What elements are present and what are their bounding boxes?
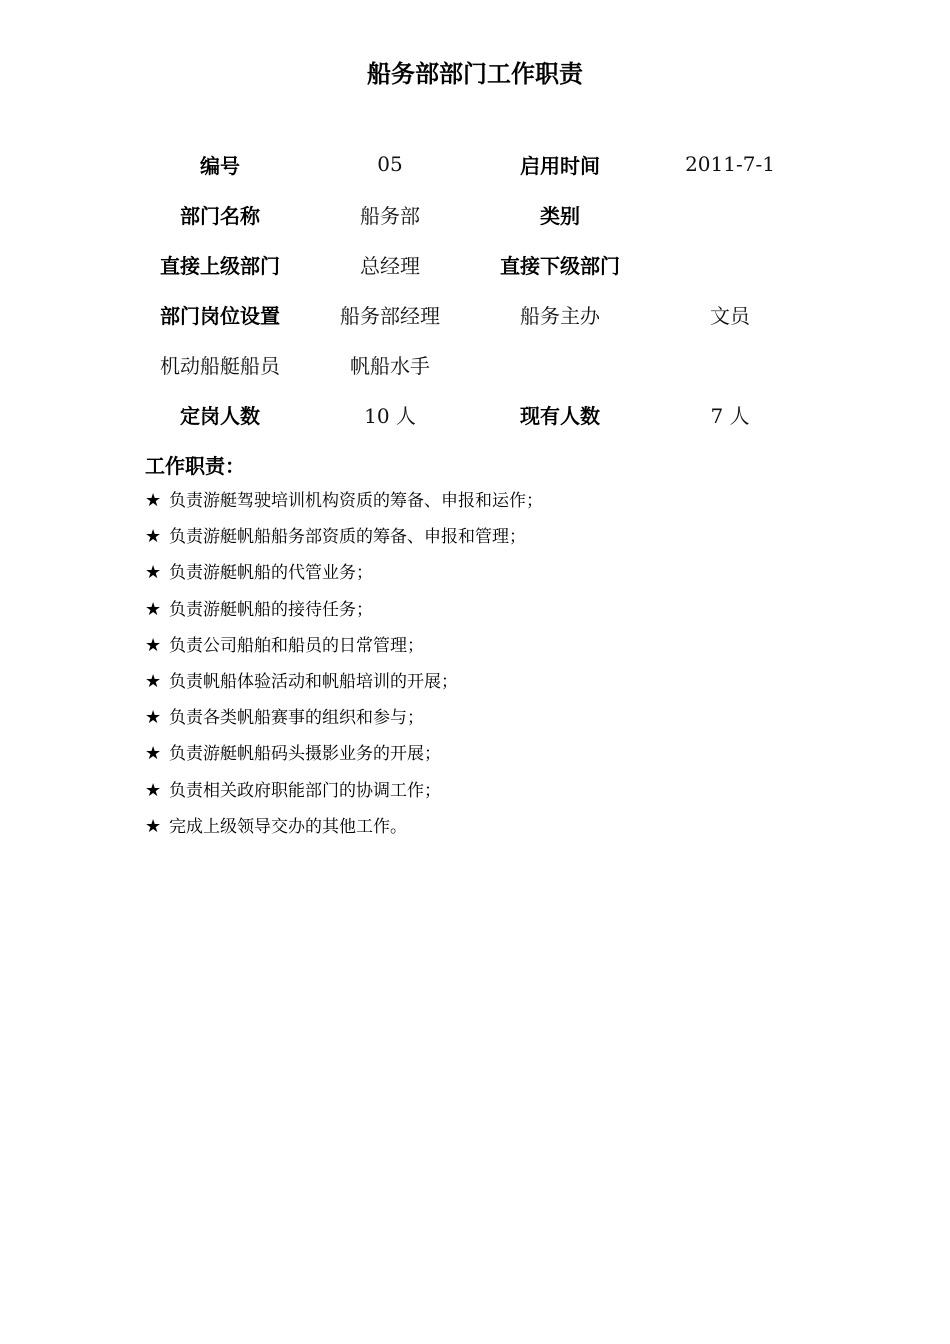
duty-text: 负责游艇帆船的代管业务； bbox=[169, 563, 373, 584]
list-item bbox=[145, 519, 543, 555]
list-item bbox=[145, 700, 543, 736]
star-bullet-icon: ★ bbox=[145, 526, 162, 548]
department-info-table bbox=[135, 139, 815, 439]
star-bullet-icon: ★ bbox=[145, 707, 162, 729]
value-position-clerk: 文员 bbox=[710, 303, 750, 328]
value-position-officer: 船务主办 bbox=[520, 303, 600, 328]
list-item bbox=[145, 664, 543, 700]
value-current-headcount: 7 人 bbox=[710, 403, 750, 428]
label-superior-department: 直接上级部门 bbox=[160, 253, 280, 278]
star-bullet-icon: ★ bbox=[145, 598, 162, 620]
empty-cell bbox=[475, 339, 645, 389]
value-department-name: 船务部 bbox=[360, 203, 420, 228]
duty-text: 负责公司船舶和船员的日常管理； bbox=[169, 635, 424, 656]
duty-text: 完成上级领导交办的其他工作。 bbox=[169, 816, 407, 837]
star-bullet-icon: ★ bbox=[145, 634, 162, 656]
value-superior-department: 总经理 bbox=[360, 253, 420, 278]
table-row bbox=[135, 139, 815, 189]
value-fixed-headcount: 10 人 bbox=[364, 403, 416, 428]
label-number: 编号 bbox=[200, 153, 240, 178]
star-bullet-icon: ★ bbox=[145, 779, 162, 801]
label-start-date: 启用时间 bbox=[520, 153, 600, 178]
value-position-manager: 船务部经理 bbox=[340, 303, 440, 328]
label-subordinate-department: 直接下级部门 bbox=[500, 253, 620, 278]
list-item bbox=[145, 773, 543, 809]
value-position-sail-deckhand: 帆船水手 bbox=[350, 353, 430, 378]
list-item bbox=[145, 809, 543, 845]
star-bullet-icon: ★ bbox=[145, 670, 162, 692]
list-item bbox=[145, 592, 543, 628]
value-subordinate-department bbox=[645, 239, 815, 289]
duty-text: 负责相关政府职能部门的协调工作； bbox=[169, 780, 441, 801]
table-row bbox=[135, 389, 815, 439]
table-row bbox=[135, 339, 815, 389]
duty-text: 负责游艇驾驶培训机构资质的筹备、申报和运作； bbox=[169, 491, 543, 511]
duties-list bbox=[145, 483, 543, 845]
value-number: 05 bbox=[377, 152, 403, 176]
label-category: 类别 bbox=[540, 203, 580, 228]
duty-text: 负责游艇帆船船务部资质的筹备、申报和管理； bbox=[169, 527, 526, 548]
label-fixed-headcount: 定岗人数 bbox=[180, 403, 260, 428]
table-row bbox=[135, 289, 815, 339]
table-row bbox=[135, 239, 815, 289]
duty-text: 负责游艇帆船的接待任务； bbox=[169, 599, 373, 620]
value-position-motor-crew: 机动船艇船员 bbox=[160, 353, 280, 378]
list-item bbox=[145, 628, 543, 664]
star-bullet-icon: ★ bbox=[145, 743, 162, 765]
star-bullet-icon: ★ bbox=[145, 562, 162, 584]
table-row bbox=[135, 189, 815, 239]
star-bullet-icon: ★ bbox=[145, 815, 162, 837]
duties-heading: 工作职责： bbox=[145, 454, 245, 478]
duty-text: 负责游艇帆船码头摄影业务的开展； bbox=[169, 744, 441, 765]
duty-text: 负责各类帆船赛事的组织和参与； bbox=[169, 708, 424, 729]
label-department-name: 部门名称 bbox=[180, 203, 260, 228]
list-item bbox=[145, 736, 543, 772]
label-positions: 部门岗位设置 bbox=[160, 303, 280, 328]
star-bullet-icon: ★ bbox=[145, 490, 162, 511]
value-category bbox=[645, 189, 815, 239]
label-current-headcount: 现有人数 bbox=[520, 403, 600, 428]
list-item bbox=[145, 555, 543, 591]
list-item bbox=[145, 483, 543, 519]
document-title: 船务部部门工作职责 bbox=[367, 60, 583, 88]
empty-cell bbox=[645, 339, 815, 389]
value-start-date: 2011-7-1 bbox=[685, 152, 775, 176]
duty-text: 负责帆船体验活动和帆船培训的开展； bbox=[169, 671, 458, 692]
